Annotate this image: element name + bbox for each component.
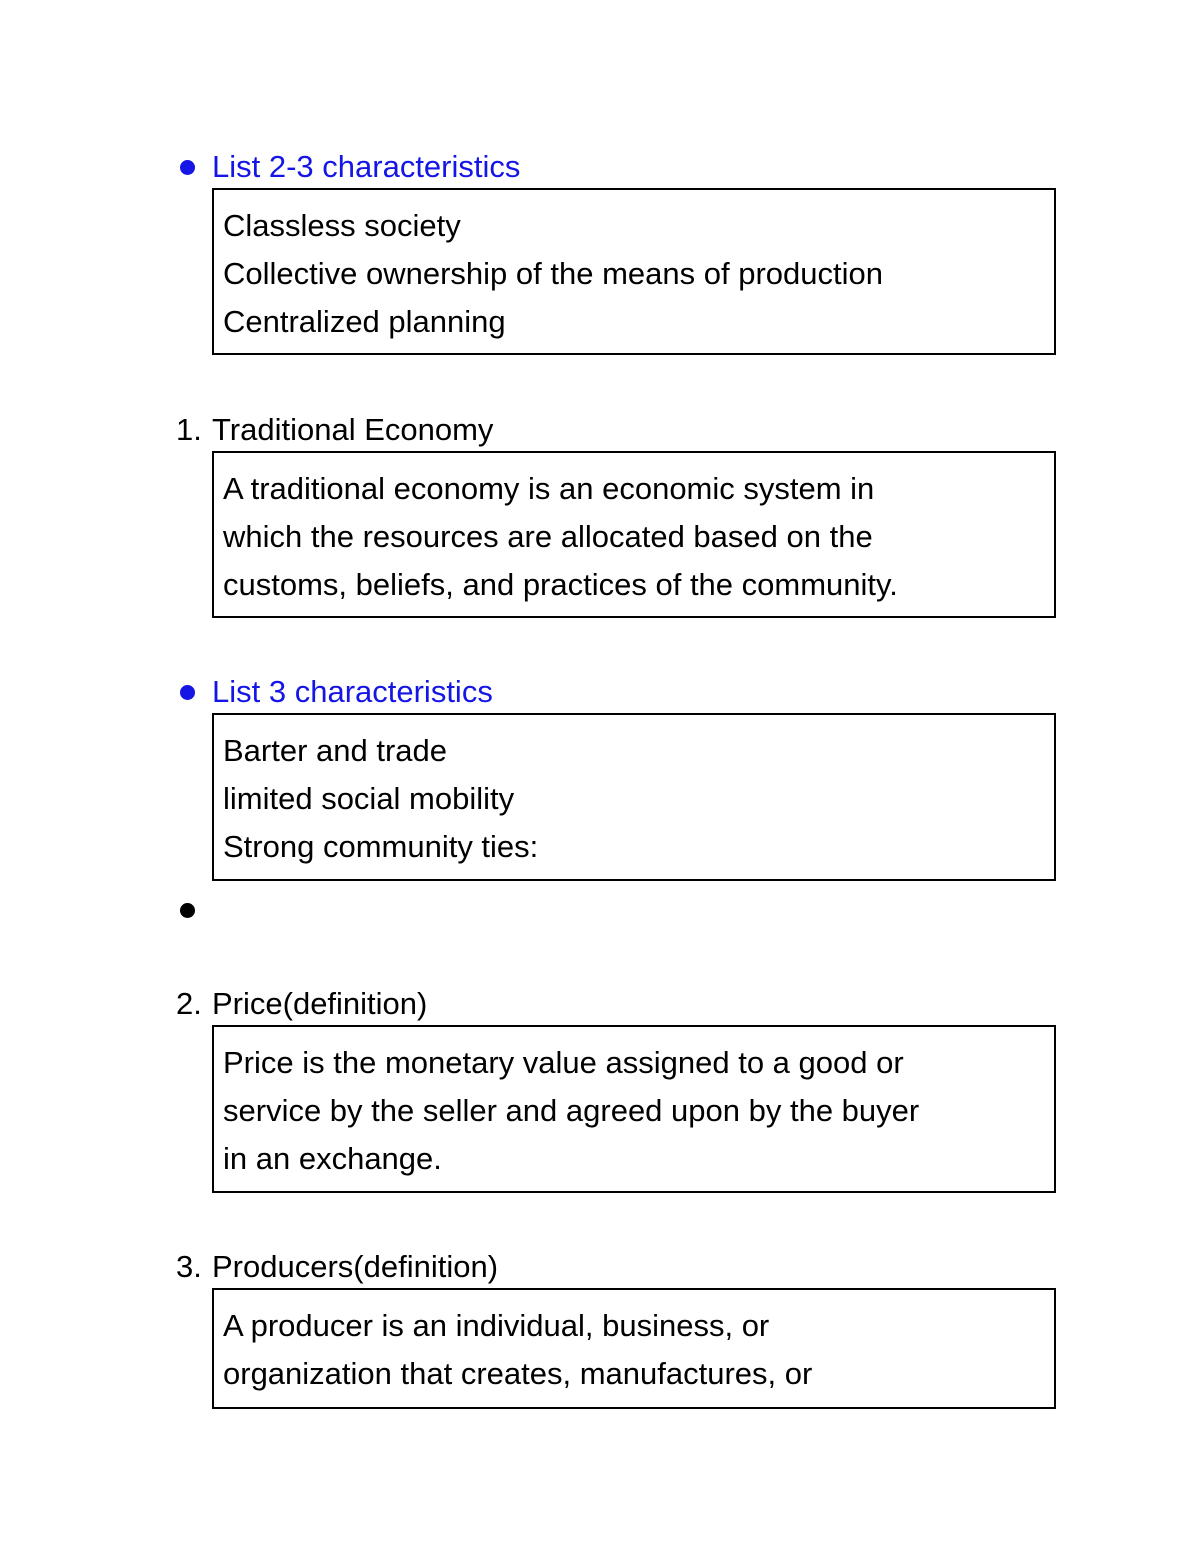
answer-box-characteristics <box>212 188 1056 355</box>
answer-box-producers <box>212 1288 1056 1409</box>
question-number: 3. <box>176 1249 202 1284</box>
answer-line: Classless society <box>223 208 461 243</box>
heading-text: Price(definition) <box>212 986 428 1021</box>
answer-line: Centralized planning <box>223 304 506 339</box>
question-number: 1. <box>176 412 202 447</box>
answer-line: Price is the monetary value assigned to a good or <box>223 1045 904 1080</box>
question-number: 2. <box>176 986 202 1021</box>
answer-line: in an exchange. <box>223 1141 442 1176</box>
answer-line: which the resources are allocated based on the <box>223 519 873 554</box>
question-heading-producers <box>176 1245 498 1289</box>
answer-line: A traditional economy is an economic system in <box>223 471 875 506</box>
question-heading-price <box>176 982 427 1026</box>
answer-line: customs, beliefs, and practices of the community. <box>223 567 898 602</box>
answer-line: service by the seller and agreed upon by the buyer <box>223 1093 920 1128</box>
heading-text: Producers(definition) <box>212 1249 499 1284</box>
prompt-heading-three-characteristics <box>176 670 493 714</box>
empty-bullet-icon <box>180 903 195 918</box>
answer-line: Strong community ties: <box>223 829 539 864</box>
answer-box-price <box>212 1025 1056 1193</box>
heading-text: List 3 characteristics <box>212 674 493 709</box>
heading-text: Traditional Economy <box>212 412 494 447</box>
answer-line: organization that creates, manufactures, or <box>223 1356 813 1391</box>
answer-line: Barter and trade <box>223 733 448 768</box>
answer-line: limited social mobility <box>223 781 515 816</box>
answer-box-three-characteristics <box>212 713 1056 881</box>
bullet-icon <box>180 685 195 700</box>
answer-line: A producer is an individual, business, or <box>223 1308 770 1343</box>
answer-line: Collective ownership of the means of production <box>223 256 883 291</box>
heading-text: List 2-3 characteristics <box>212 149 521 184</box>
answer-box-traditional-economy <box>212 451 1056 618</box>
question-heading-traditional-economy <box>176 408 493 452</box>
bullet-icon <box>180 160 195 175</box>
prompt-heading-characteristics <box>176 145 520 189</box>
